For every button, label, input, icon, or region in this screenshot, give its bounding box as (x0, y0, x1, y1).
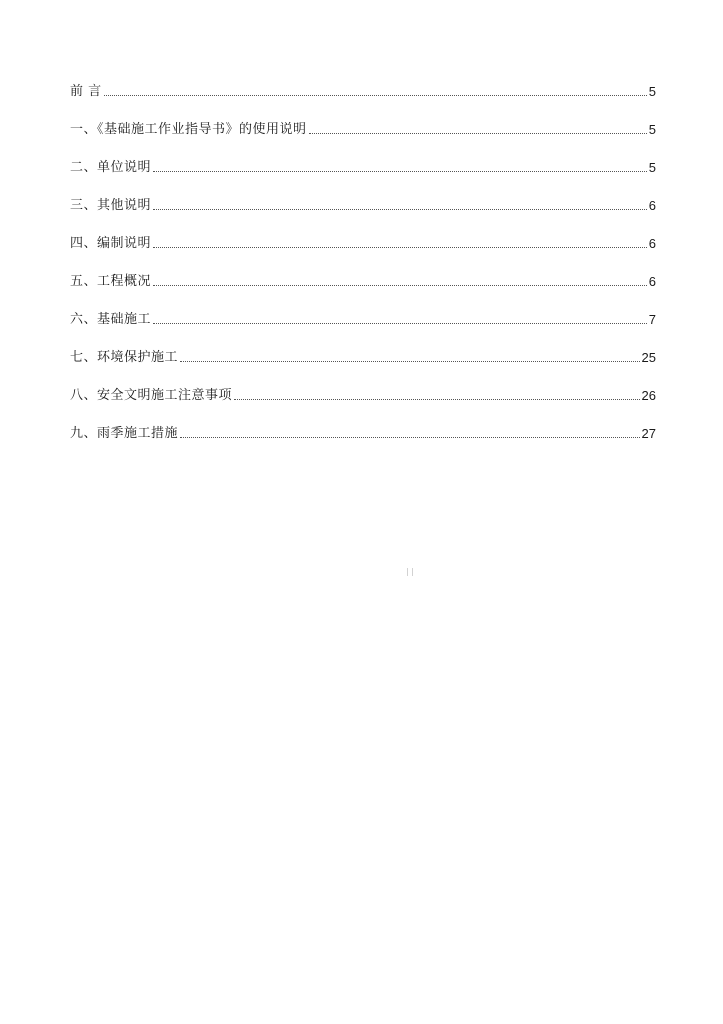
toc-dot-leader (153, 285, 647, 286)
toc-entry-title: 三、其他说明 (70, 198, 152, 213)
toc-entry-environmental-protection[interactable] (70, 344, 656, 366)
toc-entry-page-number: 5 (648, 122, 656, 137)
toc-dot-leader (153, 209, 647, 210)
toc-entry-title: 二、单位说明 (70, 160, 152, 175)
toc-entry-title: 七、环境保护施工 (70, 350, 179, 365)
toc-entry-page-number: 6 (648, 274, 656, 289)
toc-entry-title: 一、《基础施工作业指导书》的使用说明 (70, 122, 307, 137)
toc-entry-safety-notes[interactable] (70, 382, 656, 404)
toc-entry-page-number: 25 (641, 350, 656, 365)
toc-entry-page-number: 7 (648, 312, 656, 327)
toc-dot-leader (309, 133, 647, 134)
toc-dot-leader (234, 399, 640, 400)
toc-entry-page-number: 6 (648, 236, 656, 251)
toc-dot-leader (153, 171, 647, 172)
toc-entry-rainy-season-measures[interactable] (70, 420, 656, 442)
toc-entry-page-number: 5 (648, 160, 656, 175)
scan-artifact-mark (407, 568, 413, 576)
toc-entry-title: 前 言 (70, 84, 102, 99)
toc-dot-leader (153, 247, 647, 248)
toc-entry-title: 六、基础施工 (70, 312, 152, 327)
toc-entry-other-notes[interactable] (70, 192, 656, 214)
toc-entry-preface[interactable] (70, 78, 656, 100)
table-of-contents (70, 78, 656, 458)
toc-dot-leader (180, 361, 640, 362)
toc-entry-project-overview[interactable] (70, 268, 656, 290)
toc-entry-page-number: 27 (641, 426, 656, 441)
toc-entry-title: 四、编制说明 (70, 236, 152, 251)
toc-entry-title: 九、雨季施工措施 (70, 426, 179, 441)
toc-dot-leader (153, 323, 647, 324)
toc-entry-title: 八、安全文明施工注意事项 (70, 388, 233, 403)
toc-entry-unit-notes[interactable] (70, 154, 656, 176)
toc-entry-usage-notes[interactable] (70, 116, 656, 138)
toc-dot-leader (104, 95, 647, 96)
toc-entry-foundation-construction[interactable] (70, 306, 656, 328)
toc-entry-page-number: 26 (641, 388, 656, 403)
toc-entry-title: 五、工程概况 (70, 274, 152, 289)
toc-entry-compilation-notes[interactable] (70, 230, 656, 252)
toc-dot-leader (180, 437, 640, 438)
toc-entry-page-number: 5 (648, 84, 656, 99)
toc-entry-page-number: 6 (648, 198, 656, 213)
